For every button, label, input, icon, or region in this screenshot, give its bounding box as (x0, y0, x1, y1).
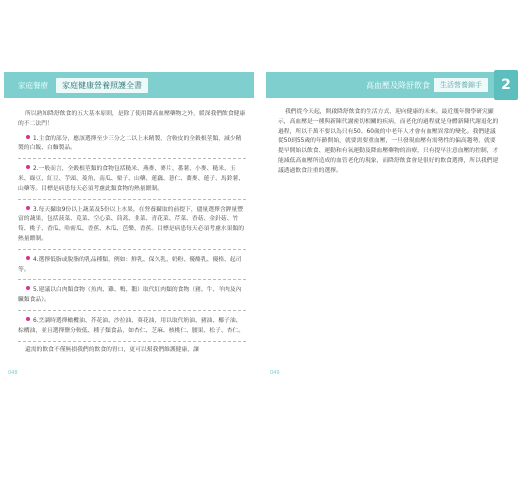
list-item (18, 253, 246, 281)
list-item-text: 2.一般而言，全穀根莖類的食物包括糙米、燕麥、麥片、番薯、小麥、糙米、玉米、綠豆、紅豆、芋頭、菱角、南瓜、栗子、山藥、蓮藕、薏仁、蕎麥、蓮子、馬鈴薯、山藥等。目標是病患每天必須考慮此類食物的熱量餵制。 (18, 166, 245, 192)
left-page (4, 72, 254, 378)
bullet-icon (26, 286, 30, 290)
left-header-bar (4, 72, 254, 98)
intro-paragraph: 所以熟知降舒飲食的五大基本原則，是除了使用降高血壓藥物之外，緩深我們飲食健康的不二法門！ (18, 111, 246, 127)
list-item-text: 4.選擇低脂或脫脂的乳品種類，例如：鮮乳、保久乳、奶粉、優酪乳、優格、起司等。 (18, 256, 242, 273)
left-body (18, 110, 246, 361)
bullet-icon (26, 206, 30, 210)
list-item (18, 283, 246, 311)
list-item-text: 5.建議以白肉類食物（魚肉、雞、鴨、鵝）取代紅肉類的食物（豬、牛、羊肉及內臟類食品）。 (18, 287, 242, 304)
list-item-text: 6.烹調時選擇橄欖油、芥花油、沙拉油、葵花油，用以取代奶油、豬油、椰子油、棕櫚油，並且選擇鹽分較低、種子類食品，如杏仁、芝麻、核桃仁、腰果、松子、杏仁。 (18, 317, 245, 334)
list-item (18, 132, 246, 160)
header-category: 家庭餐療 (18, 80, 48, 90)
list-item-text: 1.主食的部分，應該選擇至少三分之二以上未精製，含較皮的全穀根莖類，減少精製的白飯、白麵製品。 (18, 135, 242, 152)
body-paragraph: 我們從今天起，開啟降舒飲食的生活方式，迎向健康的未來。最近幾年醫學研究顯示，高血壓是一種與新陳代謝密切相關的疾病，而老化的過程就是身體新陳代謝退化的過程，所以千萬不要以為只有50、60歲的中老年人才會有血壓異常的變化。我們建議從50到55歲的年齡開始，就要需要重血壓，一旦發現血壓有需勢性的偏高趨勢，就要提早開始以飲食、運動和有氧運動及降血壓藥物的治療，只有提早注意血壓的控制，才能減低高血壓所造成的血管老化的現象，而降舒飲食會是很好的飲食選擇，所以我們建議透過飲食注重的選擇。 (278, 109, 499, 174)
chapter-title: 高血壓及降舒飲食 (366, 80, 430, 90)
closing-paragraph: 還需的飲食不僅無損我們的飲食的胃口，更可以幫我們維護健康，讓 (24, 346, 199, 353)
right-header-bar (266, 72, 516, 98)
bullet-icon (26, 256, 30, 260)
page-number-left: 048 (8, 370, 18, 376)
list-item (18, 203, 246, 250)
list-item (18, 162, 246, 199)
book-title: 家庭健康營養照護全書 (56, 78, 148, 93)
bullet-icon (26, 317, 30, 321)
bullet-icon (26, 165, 30, 169)
list-item-text: 3.每天攝取9份以上蔬菜及5份以上水果，在營養攝取的前提下，儘量選擇含鉀量豐富的蔬果，包括菠菜、莧菜、空心菜、茼蒿、韭菜、青花菜、芹菜、香菇、金針菇、竹筍、桃子、香瓜、哈密瓜、香蕉、木瓜、芭樂、香蕉。目標是病患每天必須考慮水果類的熱量餵制。 (18, 206, 245, 242)
bullet-icon (26, 135, 30, 139)
list-item (18, 314, 246, 342)
chapter-subtitle: 生活營養錦手 (434, 78, 488, 92)
right-body (278, 108, 500, 179)
right-page (266, 72, 516, 378)
chapter-number-badge: 2 (494, 70, 518, 100)
page-number-right: 049 (270, 370, 280, 376)
